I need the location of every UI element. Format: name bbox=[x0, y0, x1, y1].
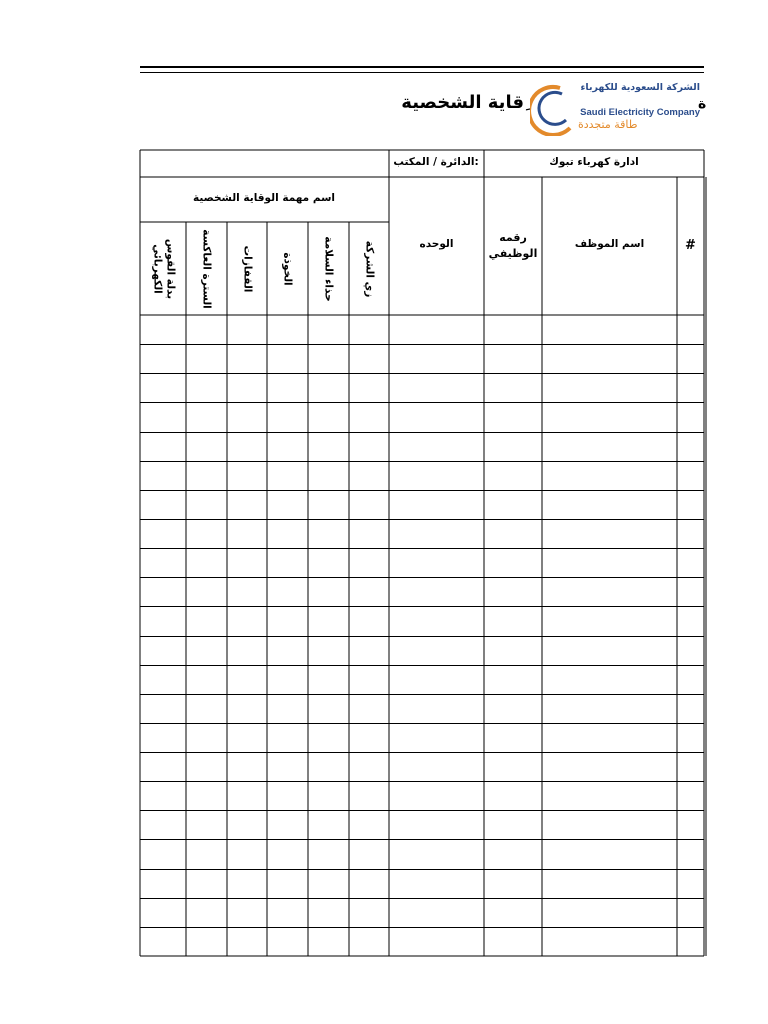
col-header-employee-id: رقمه الوظيفي bbox=[488, 231, 538, 260]
col-header-unit: الوحده bbox=[419, 238, 454, 250]
logo-slogan: طاقة متجددة bbox=[578, 118, 638, 131]
form-title: ِقاية الشخصية bbox=[401, 92, 524, 113]
ppe-item-header: الخوذة bbox=[281, 251, 294, 286]
form-title-cut-glyph: ة bbox=[698, 96, 707, 112]
ppe-item-header: السترة العاكسة bbox=[201, 228, 213, 309]
department-value: ادارة كهرباء تبوك bbox=[549, 156, 639, 168]
ppe-item-header: القفازات bbox=[241, 245, 253, 292]
col-header-number: # bbox=[685, 238, 696, 253]
ppe-group-header: اسم مهمة الوقاية الشخصية bbox=[192, 192, 335, 204]
ppe-item-header: زي الشركة bbox=[363, 240, 375, 297]
logo-arabic-name: الشركة السعودية للكهرباء bbox=[580, 82, 700, 93]
logo-english-name: Saudi Electricity Company bbox=[580, 107, 700, 118]
ppe-item-header: حذاء السلامة bbox=[322, 235, 335, 302]
department-label: :الدائرة / المكتب bbox=[393, 156, 479, 168]
ppe-item-header: بدلة القوس الكهربائي bbox=[151, 238, 176, 299]
col-header-employee-name: اسم الموظف bbox=[574, 238, 645, 250]
